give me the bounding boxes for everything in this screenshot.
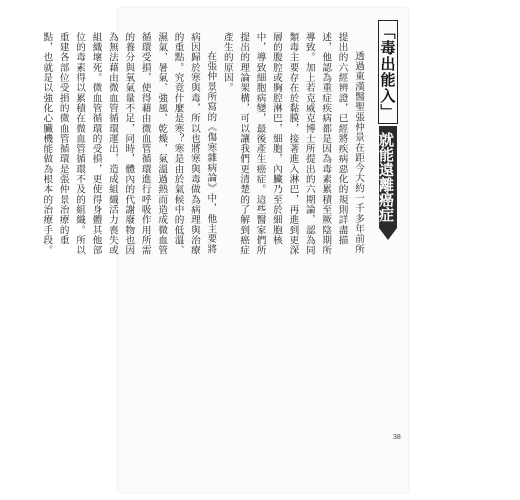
paragraph-1: 透過東漢醫聖張仲景在距今大約一千多年前所提出的六經辨證，已經將疾病惡化的規則詳盡描述，他認為重症疾病都是因為毒素累積至厥陰期所導致。加上若克威克博士所提出的六期論，認為同類毒主要存在於黏膜，接著進入淋巴，再進到更深層的腹腔或胸腔淋巴，細胞，內臟乃至於細胞核中，導致細胞病變，最後產生癌症。這些醫家們所提出的理論架構，可以讓我們更清楚的了解到癌症產生的原因。 [221,32,364,256]
page-number: 38 [393,434,401,441]
body-text [41,32,366,262]
heading-banner-text: 就能遠離癌症 [379,126,397,228]
chapter-heading [376,20,400,242]
heading-highlight-text: 「毒出能入」 [378,24,397,120]
heading-highlight-box [378,20,398,124]
paragraph-2: 在張仲景所寫的《傷寒雜病論》中，他主要將病因歸於寒與毒，所以也將寒與毒做為病理與治療的重點。究竟什麼是寒？寒是由於氣候中的低溫、濕氣、暑氣、強風、乾燥，氣溫過熱而造成微血管循環受損，使得藉由微血管循環進行呼吸作用所需的養分與氧氣量不足，同時，體內的代謝廢物也因為無法藉由微血管循環運出，造成組織活力喪失或組織壞死。微血管循環的受損，更使得身體其他部位的毒素得以累積在微血管循環不及的組織。所以重建各部位受損的微血管循環是張仲景治療的重點，也就是以強化心臟機能做為根本的治療手段。 [41,32,217,256]
banner-arrow-icon [379,228,397,240]
